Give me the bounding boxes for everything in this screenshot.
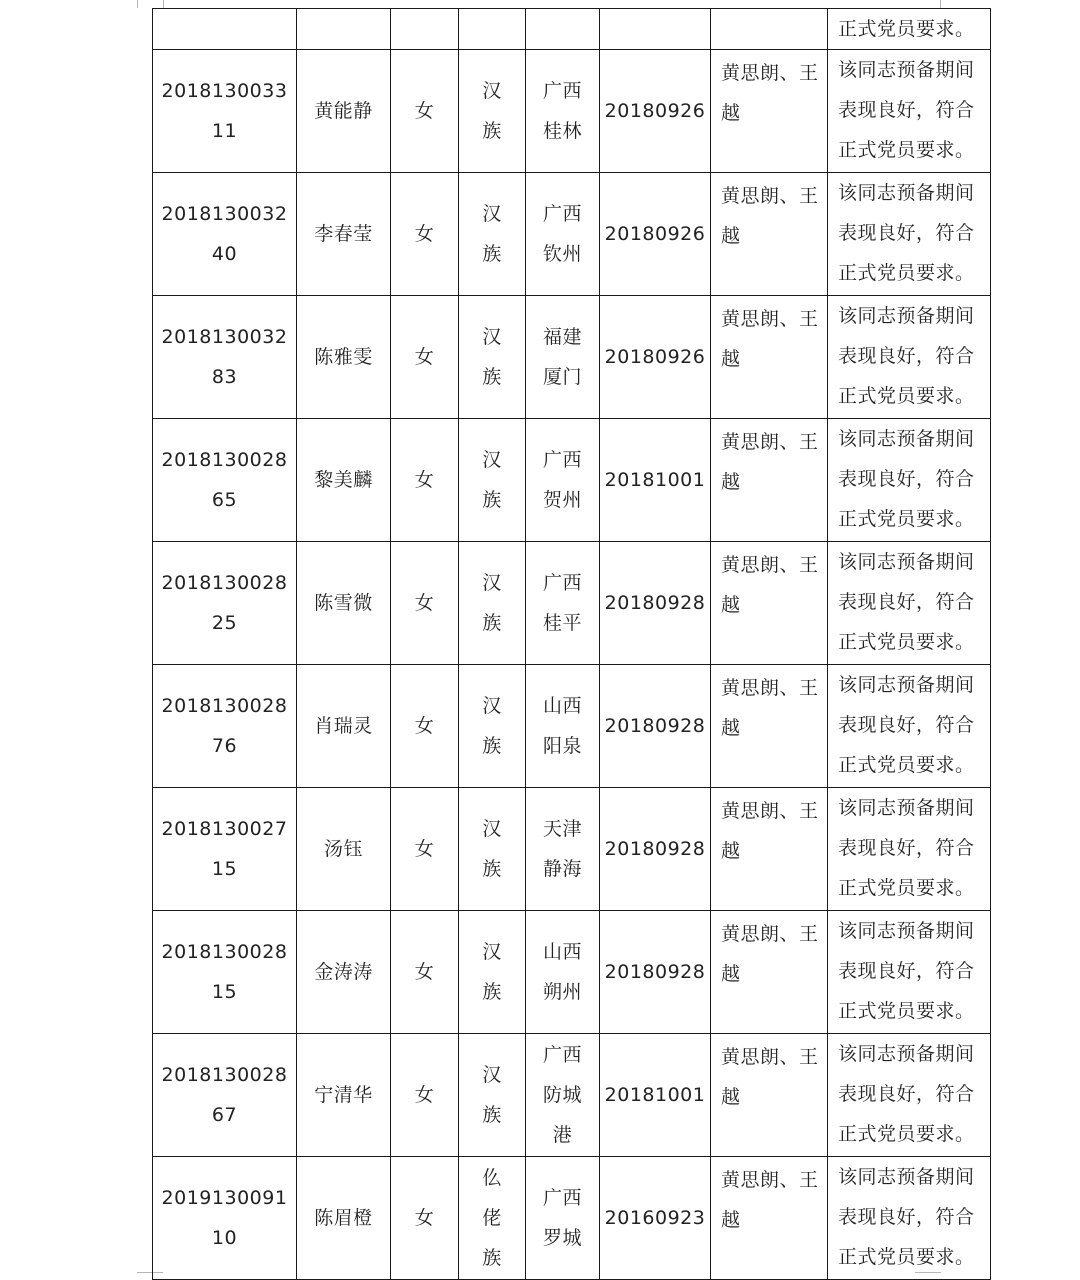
table-row	[153, 1157, 991, 1280]
cell-origin: 山西阳泉	[526, 665, 600, 788]
table-row	[153, 1034, 991, 1157]
cell-gender	[391, 9, 459, 50]
cell-ethnicity: 汉族	[459, 788, 526, 911]
cell-remark: 该同志预备期间表现良好，符合正式党员要求。	[828, 788, 991, 911]
cell-name: 陈雅雯	[297, 296, 391, 419]
cell-ethnicity: 仫佬族	[459, 1157, 526, 1280]
cell-origin: 广西桂平	[526, 542, 600, 665]
cell-id: 201813002825	[153, 542, 297, 665]
cell-id	[153, 9, 297, 50]
cell-ethnicity: 汉族	[459, 50, 526, 173]
cell-date: 20180926	[600, 173, 711, 296]
cell-ethnicity	[459, 9, 526, 50]
cell-ethnicity: 汉族	[459, 911, 526, 1034]
cell-date: 20180928	[600, 788, 711, 911]
cell-remark: 该同志预备期间表现良好，符合正式党员要求。	[828, 665, 991, 788]
cell-id: 201813002715	[153, 788, 297, 911]
cell-date: 20180928	[600, 665, 711, 788]
table-row	[153, 296, 991, 419]
cell-id: 201813002815	[153, 911, 297, 1034]
cell-id: 201813003311	[153, 50, 297, 173]
table-row	[153, 50, 991, 173]
table-row	[153, 788, 991, 911]
cell-gender: 女	[391, 173, 459, 296]
cell-remark: 该同志预备期间表现良好，符合正式党员要求。	[828, 911, 991, 1034]
cell-name	[297, 9, 391, 50]
cell-remark: 该同志预备期间表现良好，符合正式党员要求。	[828, 50, 991, 173]
cell-name: 肖瑞灵	[297, 665, 391, 788]
cell-remark: 该同志预备期间表现良好，符合正式党员要求。	[828, 173, 991, 296]
cell-remark: 该同志预备期间表现良好，符合正式党员要求。	[828, 1034, 991, 1157]
cell-date: 20181001	[600, 1034, 711, 1157]
cell-ethnicity: 汉族	[459, 419, 526, 542]
cell-id: 201813002876	[153, 665, 297, 788]
cell-id: 201813002867	[153, 1034, 297, 1157]
cell-date	[600, 9, 711, 50]
cell-introducers: 黄思朗、王越	[711, 542, 828, 665]
cell-origin: 广西钦州	[526, 173, 600, 296]
cell-origin: 广西罗城	[526, 1157, 600, 1280]
cell-origin: 山西朔州	[526, 911, 600, 1034]
table-row	[153, 665, 991, 788]
cell-remark: 该同志预备期间表现良好，符合正式党员要求。	[828, 1157, 991, 1280]
cell-gender: 女	[391, 1157, 459, 1280]
crop-mark	[137, 0, 138, 8]
cell-origin: 广西防城港	[526, 1034, 600, 1157]
cell-gender: 女	[391, 419, 459, 542]
cell-date: 20180928	[600, 542, 711, 665]
cell-ethnicity: 汉族	[459, 665, 526, 788]
table-body	[153, 9, 991, 1280]
cell-gender: 女	[391, 50, 459, 173]
cell-gender: 女	[391, 296, 459, 419]
cell-id: 201813003240	[153, 173, 297, 296]
table-row	[153, 419, 991, 542]
cell-introducers: 黄思朗、王越	[711, 911, 828, 1034]
table-row	[153, 173, 991, 296]
cell-name: 黄能静	[297, 50, 391, 173]
cell-introducers: 黄思朗、王越	[711, 1034, 828, 1157]
cell-id: 201813003283	[153, 296, 297, 419]
cell-id: 201913009110	[153, 1157, 297, 1280]
cell-origin: 广西贺州	[526, 419, 600, 542]
cell-introducers: 黄思朗、王越	[711, 50, 828, 173]
cell-name: 陈眉橙	[297, 1157, 391, 1280]
table-row	[153, 911, 991, 1034]
cell-remark: 该同志预备期间表现良好，符合正式党员要求。	[828, 296, 991, 419]
cell-ethnicity: 汉族	[459, 173, 526, 296]
cell-name: 宁清华	[297, 1034, 391, 1157]
cell-date: 20180926	[600, 296, 711, 419]
cell-introducers: 黄思朗、王越	[711, 788, 828, 911]
cell-date: 20160923	[600, 1157, 711, 1280]
cell-introducers: 黄思朗、王越	[711, 419, 828, 542]
cell-gender: 女	[391, 788, 459, 911]
member-table	[152, 8, 991, 1280]
cell-introducers: 黄思朗、王越	[711, 296, 828, 419]
cell-gender: 女	[391, 665, 459, 788]
cell-remark: 正式党员要求。	[828, 9, 991, 50]
cell-name: 汤钰	[297, 788, 391, 911]
cell-date: 20181001	[600, 419, 711, 542]
table-row	[153, 542, 991, 665]
cell-introducers: 黄思朗、王越	[711, 665, 828, 788]
table-row-partial	[153, 9, 991, 50]
cell-gender: 女	[391, 911, 459, 1034]
cell-remark: 该同志预备期间表现良好，符合正式党员要求。	[828, 419, 991, 542]
cell-introducers: 黄思朗、王越	[711, 173, 828, 296]
cell-origin: 天津静海	[526, 788, 600, 911]
cell-gender: 女	[391, 542, 459, 665]
cell-introducers	[711, 9, 828, 50]
crop-mark	[163, 0, 164, 8]
cell-date: 20180926	[600, 50, 711, 173]
cell-ethnicity: 汉族	[459, 296, 526, 419]
cell-origin	[526, 9, 600, 50]
cell-ethnicity: 汉族	[459, 1034, 526, 1157]
cell-gender: 女	[391, 1034, 459, 1157]
cell-origin: 福建厦门	[526, 296, 600, 419]
cell-name: 李春莹	[297, 173, 391, 296]
cell-origin: 广西桂林	[526, 50, 600, 173]
cell-remark: 该同志预备期间表现良好，符合正式党员要求。	[828, 542, 991, 665]
cell-introducers: 黄思朗、王越	[711, 1157, 828, 1280]
cell-ethnicity: 汉族	[459, 542, 526, 665]
crop-mark	[940, 0, 941, 8]
cell-date: 20180928	[600, 911, 711, 1034]
cell-name: 黎美麟	[297, 419, 391, 542]
cell-name: 金涛涛	[297, 911, 391, 1034]
cell-id: 201813002865	[153, 419, 297, 542]
cell-name: 陈雪微	[297, 542, 391, 665]
